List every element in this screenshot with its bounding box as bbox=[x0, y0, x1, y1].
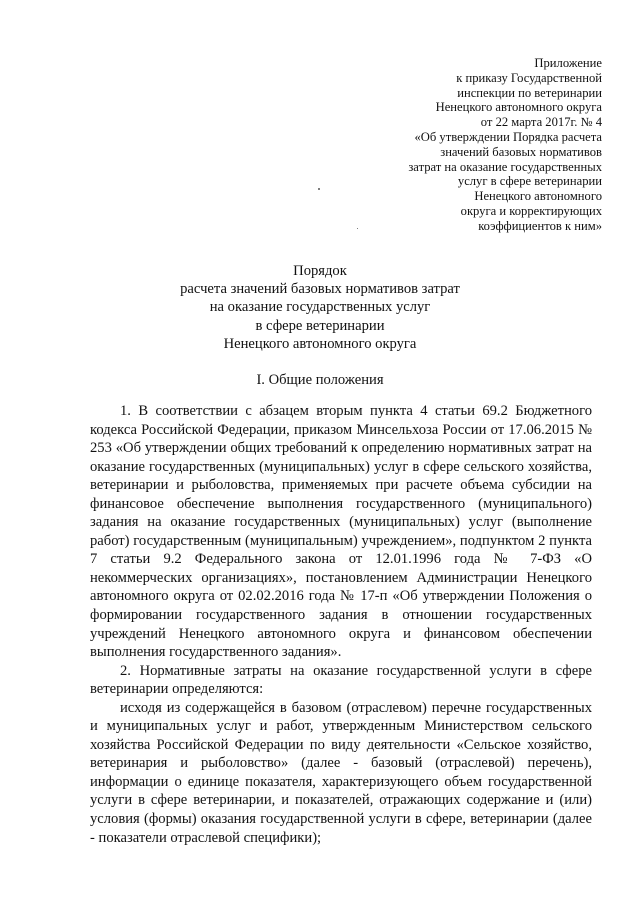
appendix-line: «Об утверждении Порядка расчета bbox=[414, 129, 602, 144]
appendix-line: инспекции по ветеринарии bbox=[457, 85, 602, 100]
appendix-line: услуг в сфере ветеринарии bbox=[457, 174, 602, 189]
appendix-line: к приказу Государственной bbox=[456, 70, 602, 85]
appendix-line: коэффициентов к ним» bbox=[478, 218, 602, 233]
scan-speck bbox=[357, 228, 358, 229]
paragraph: исходя из содержащейся в базовом (отраслевом) перечне государственных и муниципальных услуг и работ, утвержденным Министерством сельского хозяйства Российской Федерации по виду деятельности «Сельское хозяйство, ветеринария и рыболовство» (далее - базовый (отраслевой) перечень), информации о единице показателя, характеризующего объем государственной услуги в сфере ветеринарии, и показателей, отражающих содержание и (или) условия (формы) оказания государственной услуги в сфере, ветеринарии (далее - показатели отраслевой специфики); bbox=[90, 699, 592, 846]
appendix-line: Ненецкого автономного округа bbox=[435, 100, 602, 115]
appendix-line: округа и корректирующих bbox=[460, 203, 602, 218]
title-line: Ненецкого автономного округа bbox=[223, 335, 417, 352]
title-line: в сфере ветеринарии bbox=[255, 317, 385, 334]
appendix-line: значений базовых нормативов bbox=[440, 144, 602, 159]
appendix-line: от 22 марта 2017г. № 4 bbox=[480, 115, 602, 130]
paragraph: 2. Нормативные затраты на оказание государственной услуги в сфере ветеринарии определяются: bbox=[90, 662, 592, 698]
title-line: расчета значений базовых нормативов затрат bbox=[180, 281, 460, 298]
document-body bbox=[90, 402, 592, 847]
appendix-line: затрат на оказание государственных bbox=[408, 159, 602, 174]
appendix-block bbox=[372, 56, 602, 234]
appendix-line: Ненецкого автономного bbox=[474, 189, 602, 204]
paragraph: 1. В соответствии с абзацем вторым пункта 4 статьи 69.2 Бюджетного кодекса Российской Федерации, приказом Минсельхоза России от 17.06.2015 № 253 «Об утверждении общих требований к определению нормативных затрат на оказание государственных (муниципальных) услуг в сфере сельского хозяйства, ветеринарии и рыболовства, применяемых при расчете объема субсидии на финансовое обеспечение выполнения государственного (муниципального) задания на оказание государственных (муниципальных) услуг (выполнение работ) государственным (муниципальным) учреждением», подпунктом 2 пункта 7 статьи 9.2 Федерального закона от 12.01.1996 года № 7-ФЗ «О некоммерческих организациях», постановлением Администрации Ненецкого автономного округа от 02.02.2016 года № 17-п «Об утверждении Положения о формировании государственного задания в отношении государственных учреждений Ненецкого автономного округа и финансовом обеспечении выполнения государственного задания». bbox=[90, 403, 592, 661]
scan-speck bbox=[318, 188, 320, 190]
title-line: Порядок bbox=[293, 263, 347, 279]
title-line: на оказание государственных услуг bbox=[209, 299, 431, 316]
appendix-line: Приложение bbox=[534, 56, 602, 70]
section-heading: I. Общие положения bbox=[256, 372, 384, 388]
document-title bbox=[0, 262, 640, 353]
